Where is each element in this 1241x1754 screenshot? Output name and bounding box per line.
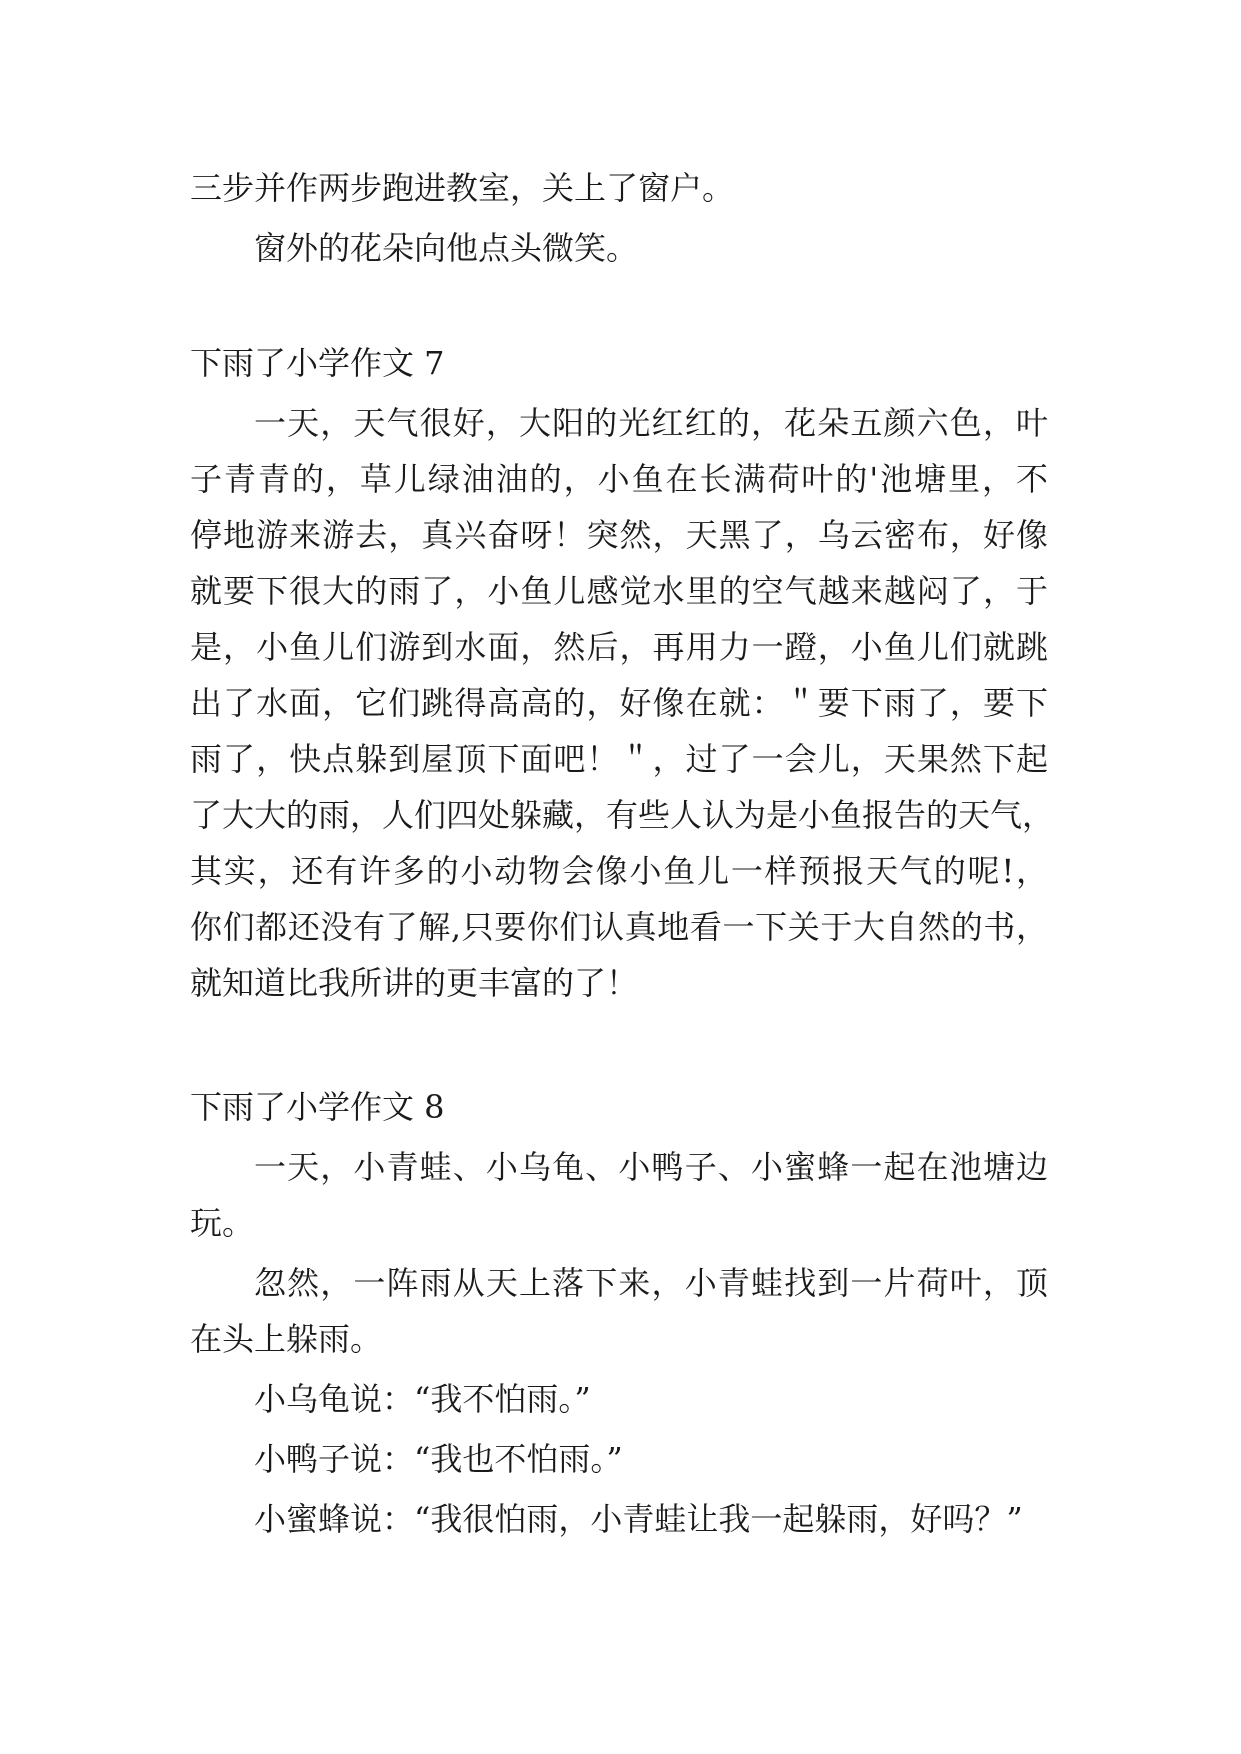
text-line: 三步并作两步跑进教室，关上了窗户。 — [190, 169, 735, 207]
text-line: 小蜜蜂说：“我很怕雨，小青蛙让我一起躲雨，好吗？” — [254, 1500, 1023, 1538]
text-line: 其实，还有许多的小动物会像小鱼儿一样预报天气的呢!， — [190, 852, 1048, 890]
text-line: 窗外的花朵向他点头微笑。 — [254, 229, 639, 267]
text-line: 忽然，一阵雨从天上落下来，小青蛙找到一片荷叶，顶 — [254, 1264, 1048, 1302]
text-line: 一天，天气很好，大阳的光红红的，花朵五颜六色，叶 — [254, 404, 1048, 442]
text-line: 了大大的雨，人们四处躲藏，有些人认为是小鱼报告的天气， — [190, 796, 1055, 834]
text-line: 小鸭子说：“我也不怕雨。” — [254, 1440, 623, 1478]
text-line: 是，小鱼儿们游到水面，然后，再用力一蹬，小鱼儿们就跳 — [190, 628, 1048, 666]
text-line: 出了水面，它们跳得高高的，好像在就：＂要下雨了，要下 — [190, 684, 1048, 722]
text-line: 停地游来游去，真兴奋呀！突然，天黑了，乌云密布，好像 — [190, 516, 1048, 554]
section-heading: 下雨了小学作文 7 — [190, 344, 445, 382]
text-line: 玩。 — [190, 1204, 255, 1242]
text-line: 小乌龟说：“我不怕雨。” — [254, 1380, 591, 1418]
text-line: 雨了，快点躲到屋顶下面吧！＂，过了一会儿，天果然下起 — [190, 740, 1048, 778]
text-line: 子青青的，草儿绿油油的，小鱼在长满荷叶的'池塘里，不 — [190, 460, 1048, 498]
text-line: 一天，小青蛙、小乌龟、小鸭子、小蜜蜂一起在池塘边 — [254, 1148, 1048, 1186]
text-line: 就知道比我所讲的更丰富的了！ — [190, 964, 639, 1002]
text-line: 在头上躲雨。 — [190, 1320, 383, 1358]
section-heading: 下雨了小学作文 8 — [190, 1088, 445, 1126]
text-line: 就要下很大的雨了，小鱼儿感觉水里的空气越来越闷了，于 — [190, 572, 1048, 610]
text-line: 你们都还没有了解,只要你们认真地看一下关于大自然的书， — [190, 908, 1048, 946]
